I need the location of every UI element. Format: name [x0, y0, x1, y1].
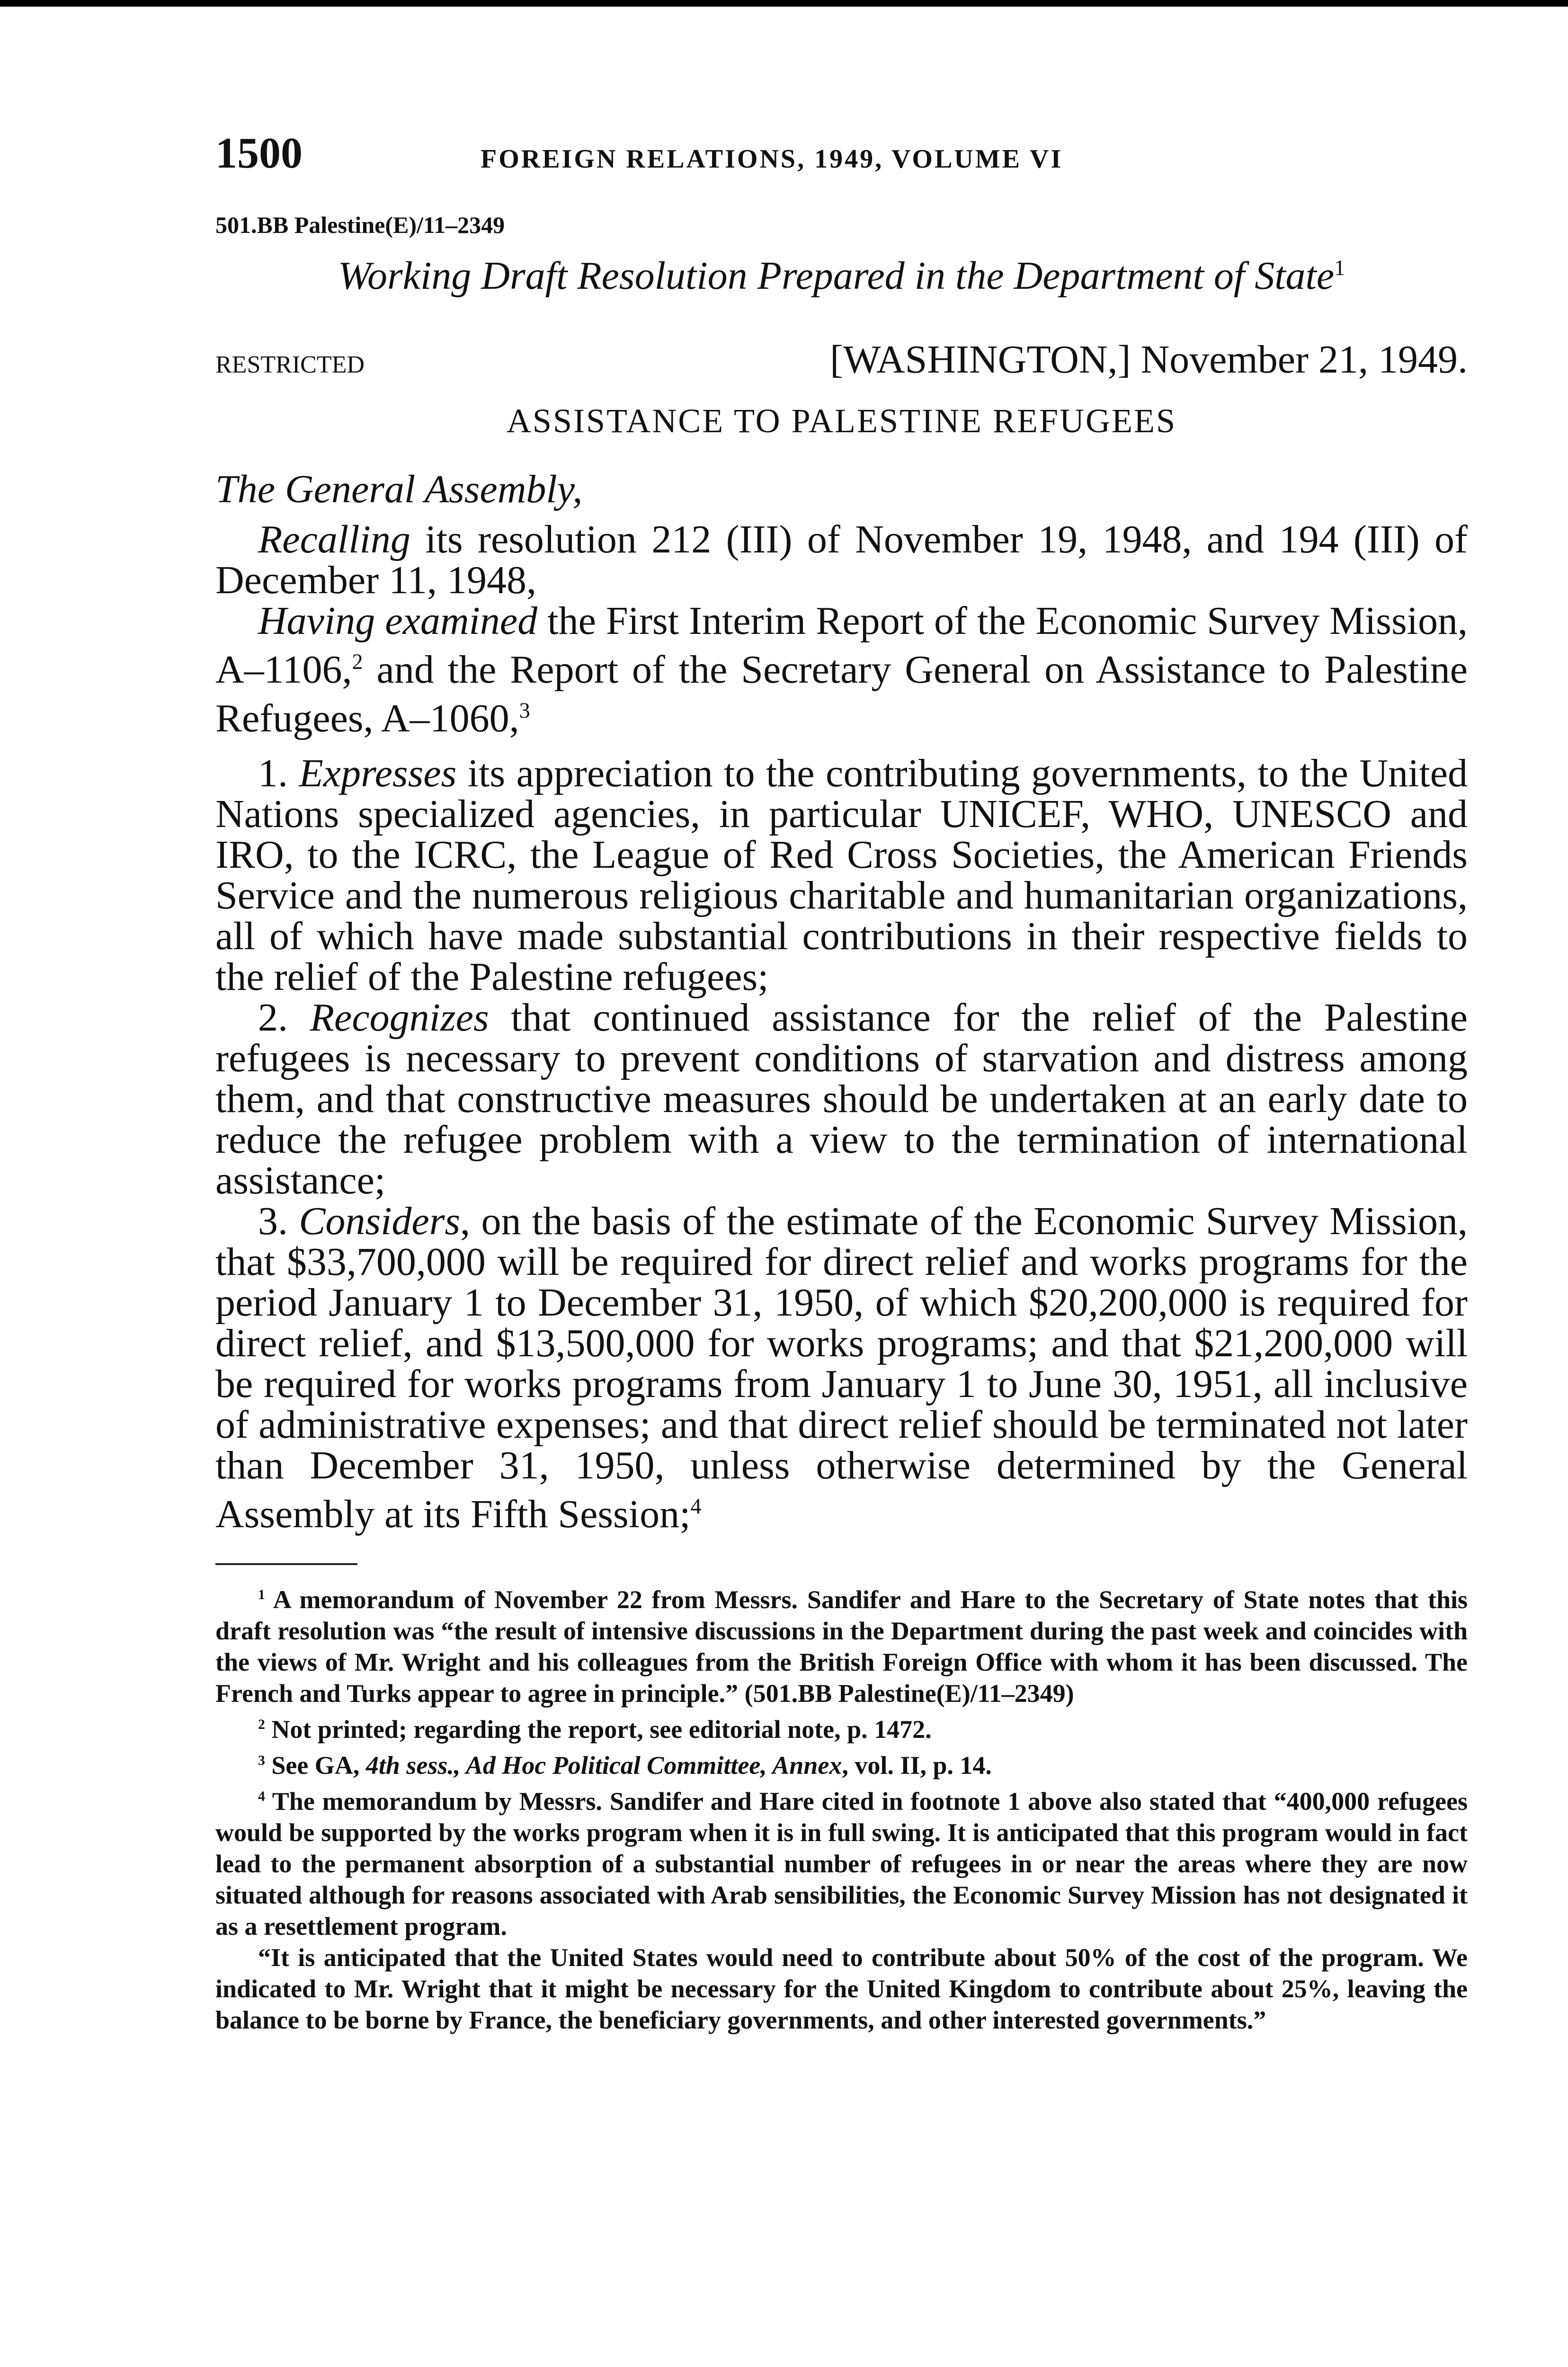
footnote-italic-text: 4th sess., Ad Hoc Political Committee, Annex — [365, 1751, 842, 1780]
paragraph-number: 3. — [258, 1199, 299, 1243]
footnote-text: See GA, — [265, 1751, 366, 1780]
footnote-text: Not printed; regarding the report, see editorial note, p. 1472. — [265, 1715, 932, 1744]
footnotes — [215, 1579, 1468, 2036]
paragraph-number: 1. — [258, 751, 299, 795]
recital-text: its resolution 212 (III) of November 19, 1948, and 194 (III) of December 11, 1948, — [215, 517, 1468, 602]
paragraph-text: , on the basis of the estimate of the Economic Survey Mission, that $33,700,000 will be required for direct relief and works programs for the period January 1 to December 31, 1950, of which $20,200,000 is required for direct relief, and $13,500,000 for works programs; and that $21,200,000 will be required for works programs from January 1 to June 30, 1951, all inclusive of administrative expenses; and that direct relief should be terminated not later than December 31, 1950, unless otherwise determined by the General Assembly at its Fifth Session; — [215, 1199, 1468, 1536]
dateline-row — [215, 337, 1468, 383]
footnote-text: “It is anticipated that the United States would need to contribute about 50% of the cost of the program. We indicated to Mr. Wright that it might be necessary for the United Kingdom to contribute about 25%, leaving the balance to be borne by France, the beneficiary governments, and other interested governments.” — [215, 1943, 1468, 2034]
paragraph-text: its appreciation to the contributing governments, to the United Nations specialized agencies, in particular UNICEF, WHO, UNESCO and IRO, to the ICRC, the League of Red Cross Societies, the American Friends Service and the numerous religious charitable and humanitarian organizations, all of which have made substantial contributions in their respective fields to the relief of the Palestine refugees; — [215, 751, 1468, 999]
footnote-4 — [215, 1781, 1468, 1942]
top-border-rule — [0, 0, 1568, 7]
footnote-text: A memorandum of November 22 from Messrs. Sandifer and Hare to the Secretary of State notes that this draft resolution was “the result of intensive discussions in the Department during the past week and coincides with the views of Mr. Wright and his colleagues from the British Foreign Office with whom it has been discussed. The French and Turks appear to agree in principle.” (501.BB Palestine(E)/11–2349) — [215, 1585, 1468, 1708]
paragraph-3 — [215, 1201, 1468, 1535]
title-footnote-ref: 1 — [1334, 256, 1345, 280]
section-title: ASSISTANCE TO PALESTINE REFUGEES — [506, 402, 1177, 440]
footnote-3 — [215, 1745, 1468, 1781]
paragraph-2 — [215, 997, 1468, 1201]
document-title — [215, 253, 1468, 299]
footnote-ref: 3 — [519, 698, 530, 722]
footnote-mark: 4 — [258, 1789, 265, 1804]
footnote-mark: 2 — [258, 1717, 265, 1732]
paragraph-lead: Considers — [299, 1199, 461, 1243]
salutation-text: The General Assembly, — [215, 467, 583, 511]
paragraph-lead: Recognizes — [310, 996, 489, 1040]
recital-text: the First Interim Report of the Economic Survey Mission, A–1106, — [215, 599, 1468, 692]
footnote-mark: 1 — [258, 1587, 265, 1602]
dateline: [WASHINGTON,] November 21, 1949. — [830, 338, 1468, 382]
footnote-divider — [215, 1563, 357, 1565]
recital-text: and the Report of the Secretary General on Assistance to Palestine Refugees, A–1060, — [215, 648, 1468, 740]
paragraph-lead: Expresses — [299, 751, 457, 795]
footnote-mark: 3 — [258, 1753, 265, 1768]
resolution-body — [215, 469, 1468, 1535]
footnote-text: The memorandum by Messrs. Sandifer and Hare cited in footnote 1 above also stated that “400,000 refugees would be supported by the works program when it is in full swing. It is anticipated that this program would in fact lead to the permanent absorption of a substantial number of refugees in or near the areas where they are now situated although for reasons associated with Arab sensibilities, the Economic Survey Mission has not designated it as a resettlement program. — [215, 1787, 1468, 1940]
title-text: Working Draft Resolution Prepared in the Department of State — [338, 254, 1335, 298]
page-number: 1500 — [215, 129, 303, 177]
paragraph-text: that continued assistance for the relief of the Palestine refugees is necessary to prevent conditions of starvation and distress among them, and that constructive measures should be undertaken at an early date to reduce the refugee problem with a view to the termination of international assistance; — [215, 996, 1468, 1202]
paragraph-1 — [215, 753, 1468, 997]
footnote-1 — [215, 1579, 1468, 1709]
page-header — [215, 128, 1468, 178]
classification-label: RESTRICTED — [215, 351, 365, 378]
recital-lead: Recalling — [258, 517, 410, 561]
footnote-2 — [215, 1709, 1468, 1745]
recital-having-examined — [215, 601, 1468, 739]
file-reference: 501.BB Palestine(E)/11–2349 — [215, 212, 505, 238]
footnote-ref: 4 — [690, 1494, 702, 1518]
document-page — [215, 128, 1468, 2036]
footnote-4-continued — [215, 1942, 1468, 2036]
footnote-text: , vol. II, p. 14. — [842, 1751, 992, 1780]
recital-lead: Having examined — [258, 599, 538, 643]
recital-recalling — [215, 519, 1468, 601]
salutation — [215, 469, 1468, 510]
running-head: FOREIGN RELATIONS, 1949, VOLUME VI — [481, 144, 1063, 174]
footnote-ref: 2 — [352, 650, 363, 674]
paragraph-number: 2. — [258, 996, 310, 1040]
